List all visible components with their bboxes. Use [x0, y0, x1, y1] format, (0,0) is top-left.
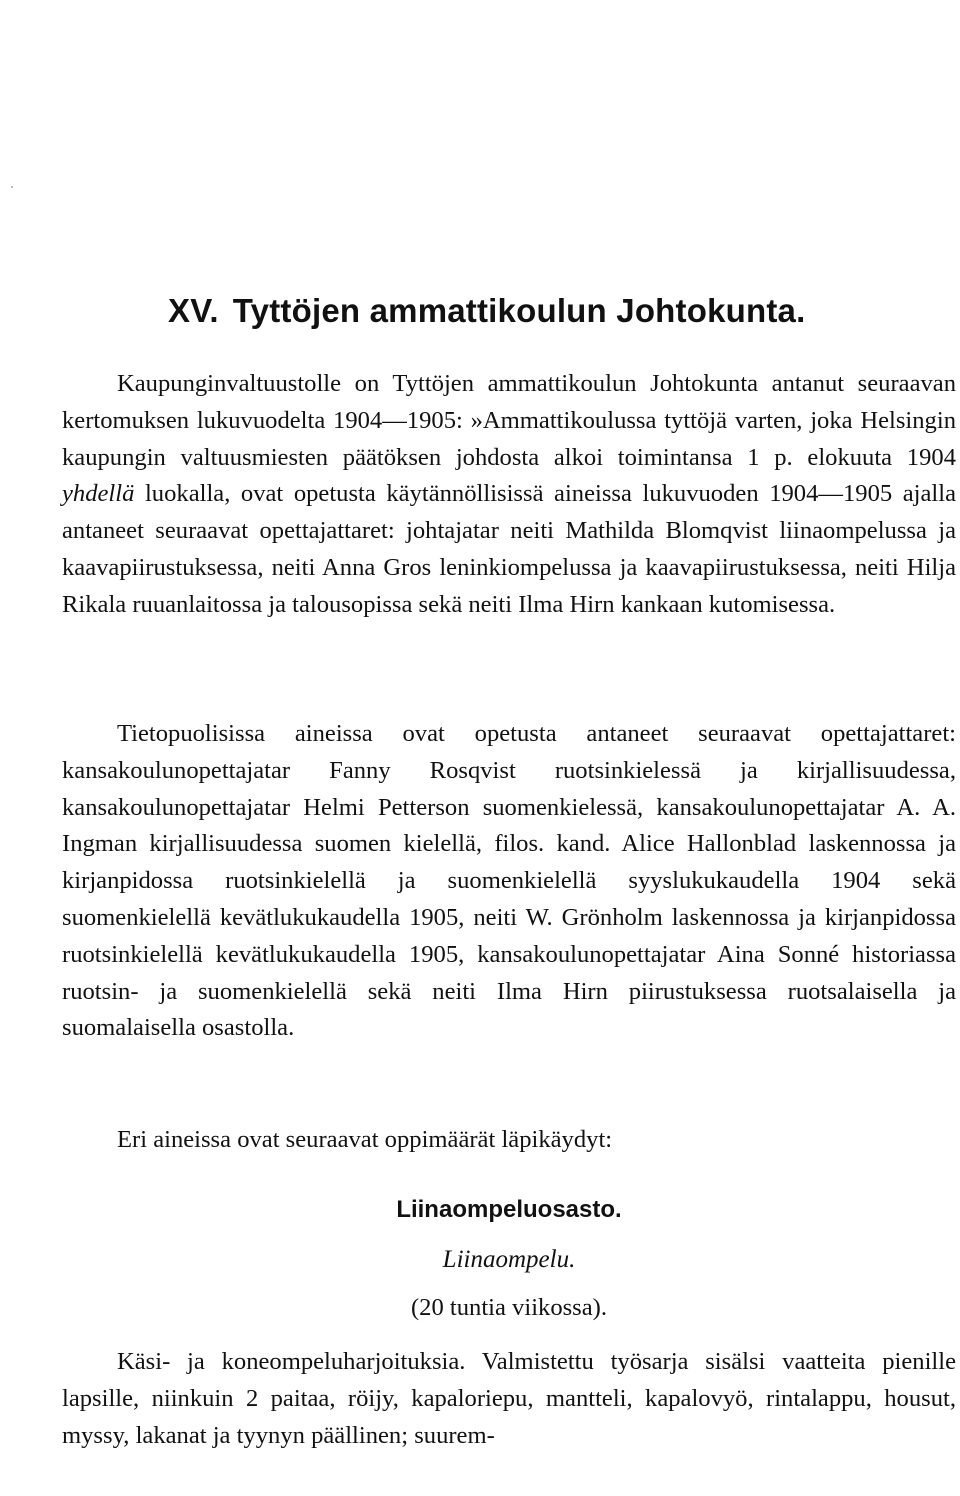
weekly-hours: (20 tuntia viikossa). — [410, 1294, 608, 1321]
chapter-heading — [168, 292, 805, 330]
paragraph-sewing-exercises: Käsi- ja koneompeluharjoituksia. Valmistettu työsarja sisälsi vaatteita pienille lapsille, niinkuin 2 paitaa, röijy, kapaloriepu, mantteli, kapalovyö, rintalappu, housut, myssy, lakanat ja tyynyn päällinen; suurem- — [62, 1348, 956, 1449]
chapter-number: XV. — [168, 292, 219, 329]
subsection-heading: Liinaompelu. — [442, 1246, 576, 1273]
document-page — [62, 0, 958, 1496]
section-heading: Liinaompeluosasto. — [396, 1196, 622, 1223]
paragraph-text: Kaupunginvaltuustolle on Tyttöjen ammattikoulun Johtokunta antanut seuraavan kertomuksen lukuvuodelta 1904—1905: »Ammattikoulussa tyttöjä varten, joka Helsingin kaupungin valtuusmiesten päätöksen johdosta alkoi toimintansa 1 p. elokuuta 1904 — [62, 370, 956, 471]
scan-speck — [11, 186, 13, 188]
paragraph-curriculum-intro: Eri aineissa ovat seuraavat oppimäärät läpikäydyt: — [117, 1126, 613, 1153]
paragraph-text: luokalla, ovat opetusta käytännöllisissä aineissa lukuvuoden 1904—1905 ajalla antaneet seuraavat opettajattaret: johtajatar neiti Mathilda Blomqvist liinaompelussa ja kaavapiirustuksessa, neiti Anna Gros leninkiompelussa ja kaavapiirustuksessa, neiti Hilja Rikala ruuanlaitossa ja talousopissa sekä neiti Ilma Hirn kankaan kutomisessa. — [62, 480, 956, 618]
emphasis-text: yhdellä — [62, 480, 135, 508]
paragraph-theory-teachers: Tietopuolisissa aineissa ovat opetusta antaneet seuraavat opettajattaret: kansakoulunopettajatar Fanny Rosqvist ruotsinkielessä ja kirjallisuudessa, kansakoulunopettajatar Helmi Petterson suomenkielessä, kansakoulunopettajatar A. A. Ingman kirjallisuudessa suomen kielellä, filos. kand. Alice Hallonblad laskennossa ja kirjanpidossa ruotsinkielellä ja suomenkielellä syyslukukaudella 1904 sekä suomenkielellä kevätlukukaudella 1905, neiti W. Grönholm laskennossa ja kirjanpidossa ruotsinkielellä kevätlukukaudella 1905, kansakoulunopettajatar Aina Sonné historiassa ruotsin- ja suomenkielellä sekä neiti Ilma Hirn piirustuksessa ruotsalaisella ja suomalaisella osastolla. — [62, 720, 956, 1042]
chapter-title: Tyttöjen ammattikoulun Johtokunta. — [232, 292, 806, 329]
paragraph-board-report — [62, 366, 956, 624]
